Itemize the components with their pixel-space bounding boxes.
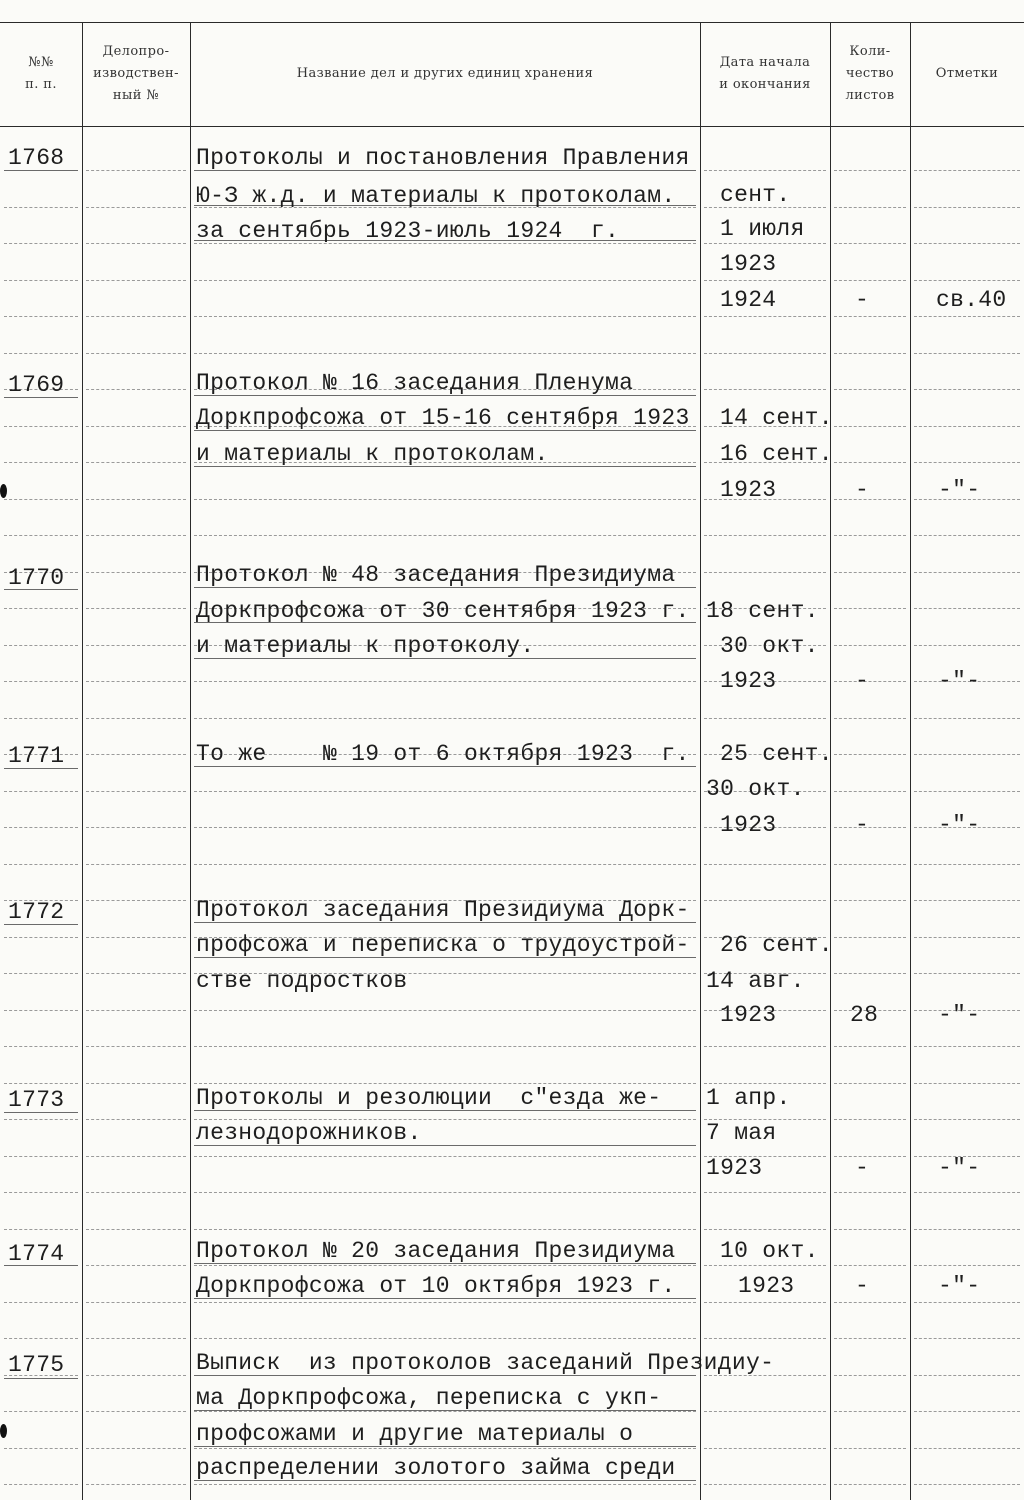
record-title-line: Протоколы и постановления Правления [196, 145, 690, 171]
ruled-line [194, 1010, 696, 1011]
record-sheets: - [855, 1273, 870, 1299]
ruled-line [4, 1046, 78, 1047]
ruled-line [86, 681, 186, 682]
ruled-line [4, 1448, 78, 1449]
ruled-line [4, 1010, 78, 1011]
ruled-line [914, 1411, 1020, 1412]
record-date: 1923 [720, 477, 777, 503]
ruled-line [914, 572, 1020, 573]
record-number: 1775 [8, 1352, 65, 1378]
ruled-line [704, 1046, 826, 1047]
ruled-line [86, 462, 186, 463]
header-col-title: Название дел и других единиц хранения [296, 66, 594, 81]
header-col-num: №№ п. п. [25, 55, 57, 92]
ruled-line [914, 1083, 1020, 1084]
ruled-line [834, 718, 906, 719]
ruled-line [834, 900, 906, 901]
ruled-line [914, 1375, 1020, 1376]
ruled-line [194, 1265, 696, 1266]
ruled-line [86, 572, 186, 573]
record-title-line: за сентябрь 1923-июль 1924 г. [196, 218, 620, 244]
record-title-line: Протокол № 20 заседания Президиума [196, 1238, 676, 1264]
ruled-line [914, 1229, 1020, 1230]
ruled-line [704, 864, 826, 865]
ruled-line [4, 937, 78, 938]
ruled-line [914, 1192, 1020, 1193]
record-notes: -"- [938, 812, 981, 838]
ruled-line [914, 1302, 1020, 1303]
ruled-line [834, 316, 906, 317]
ruled-line [914, 1448, 1020, 1449]
ruled-line [4, 243, 78, 244]
ruled-line [86, 1448, 186, 1449]
ruled-line [194, 1484, 696, 1485]
record-date: 1923 [706, 1155, 763, 1181]
header-bottom-rule [0, 126, 1024, 127]
ruled-line [86, 864, 186, 865]
ruled-line [914, 608, 1020, 609]
ruled-line [704, 243, 826, 244]
record-date: 16 сент. [720, 441, 833, 467]
ruled-line [194, 1302, 696, 1303]
ruled-line [914, 280, 1020, 281]
record-sheets: - [855, 812, 870, 838]
ruled-line [834, 1338, 906, 1339]
ruled-line [4, 1338, 78, 1339]
ruled-line [86, 1156, 186, 1157]
record-number: 1771 [8, 743, 65, 769]
ruled-line [86, 645, 186, 646]
record-date: 1923 [720, 668, 777, 694]
ruled-line [914, 754, 1020, 755]
record-date: 10 окт. [720, 1238, 819, 1264]
ruled-line [914, 353, 1020, 354]
ruled-line [4, 681, 78, 682]
ruled-line [834, 1265, 906, 1266]
ruled-line [4, 1083, 78, 1084]
ruled-line [914, 900, 1020, 901]
ruled-line [834, 1156, 906, 1157]
ruled-line [86, 1229, 186, 1230]
ruled-line [704, 280, 826, 281]
ruled-line [704, 1083, 826, 1084]
ruled-line [194, 827, 696, 828]
ruled-line [4, 499, 78, 500]
ruled-line [86, 389, 186, 390]
ruled-line [704, 389, 826, 390]
record-sheets: - [855, 1155, 870, 1181]
ruled-line [4, 1229, 78, 1230]
ruled-line [194, 535, 696, 536]
ruled-line [86, 827, 186, 828]
ruled-line [86, 170, 186, 171]
record-sheets: - [855, 668, 870, 694]
ruled-line [86, 1192, 186, 1193]
ruled-line [834, 280, 906, 281]
ruled-line [704, 353, 826, 354]
ruled-line [86, 1302, 186, 1303]
record-date: 1923 [720, 251, 777, 277]
ruled-line [86, 316, 186, 317]
ruled-line [4, 718, 78, 719]
header-col-notes: Отметки [935, 66, 999, 81]
ruled-line [914, 973, 1020, 974]
ruled-line [834, 572, 906, 573]
ruled-line [86, 207, 186, 208]
ruled-line [834, 973, 906, 974]
ruled-line [834, 1192, 906, 1193]
record-title-line: стве подростков [196, 968, 408, 994]
ruled-line [834, 1229, 906, 1230]
ruled-line [194, 791, 696, 792]
ruled-line [704, 1302, 826, 1303]
ruled-line [834, 1046, 906, 1047]
ruled-line [86, 791, 186, 792]
record-date: 30 окт. [720, 633, 819, 659]
ruled-line [834, 207, 906, 208]
ruled-line [704, 535, 826, 536]
record-date: 1923 [738, 1273, 795, 1299]
ruled-line [914, 462, 1020, 463]
record-notes: -"- [938, 1002, 981, 1028]
col-rule-5 [910, 22, 911, 1500]
header-col-sheets: Коли- чество листов [845, 44, 895, 103]
record-number: 1769 [8, 372, 65, 398]
record-number: 1772 [8, 899, 65, 925]
record-number: 1768 [8, 145, 65, 171]
ruled-line [914, 1484, 1020, 1485]
record-notes: -"- [938, 1155, 981, 1181]
ruled-line [194, 718, 696, 719]
ruled-line [86, 243, 186, 244]
record-title-line: Доркпрофсожа от 10 октября 1923 г. [196, 1273, 676, 1299]
ruled-line [914, 389, 1020, 390]
ruled-line [834, 1302, 906, 1303]
ruled-line [4, 827, 78, 828]
record-sheets: - [855, 477, 870, 503]
record-notes: -"- [938, 477, 981, 503]
ruled-line [914, 1338, 1020, 1339]
ruled-line [834, 1083, 906, 1084]
header-col-office: Делопро- изводствен- ный № [93, 44, 179, 103]
ruled-line [4, 791, 78, 792]
ruled-line [704, 1265, 826, 1266]
ruled-line [4, 608, 78, 609]
ruled-line [86, 1119, 186, 1120]
ruled-line [834, 1484, 906, 1485]
record-date: сент. [720, 182, 791, 208]
ruled-line [914, 1046, 1020, 1047]
record-title-line: Протокол заседания Президиума Дорк- [196, 897, 690, 923]
ruled-line [86, 1265, 186, 1266]
ruled-line [194, 499, 696, 500]
record-title-line: Доркпрофсожа от 30 сентября 1923 г. [196, 598, 690, 624]
ruled-line [4, 316, 78, 317]
ruled-line [4, 280, 78, 281]
ruled-line [194, 1411, 696, 1412]
record-date: 18 сент. [706, 598, 819, 624]
ruled-line [86, 280, 186, 281]
record-number: 1773 [8, 1087, 65, 1113]
ruled-line [834, 608, 906, 609]
record-date: 1 апр. [706, 1085, 791, 1111]
ruled-line [86, 718, 186, 719]
ruled-line [86, 1375, 186, 1376]
ruled-line [704, 1192, 826, 1193]
ruled-line [86, 499, 186, 500]
ruled-line [834, 389, 906, 390]
record-title-line: и материалы к протоколу. [196, 633, 535, 659]
ruled-line [704, 718, 826, 719]
record-title-line: профсожами и другие материалы о [196, 1421, 634, 1447]
ruled-line [86, 754, 186, 755]
ruled-line [194, 1338, 696, 1339]
ruled-line [4, 535, 78, 536]
ruled-line [86, 1010, 186, 1011]
record-title-line: Протокол № 48 заседания Президиума [196, 562, 676, 588]
ruled-line [86, 353, 186, 354]
record-notes: -"- [938, 668, 981, 694]
table-header [0, 22, 1024, 126]
ruled-line [914, 243, 1020, 244]
ruled-line [914, 937, 1020, 938]
ruled-line [4, 207, 78, 208]
ruled-line [4, 1192, 78, 1193]
ruled-line [86, 900, 186, 901]
ruled-line [86, 608, 186, 609]
ruled-line [834, 864, 906, 865]
col-rule-1 [82, 22, 83, 1500]
ruled-line [914, 207, 1020, 208]
record-date: 30 окт. [706, 776, 805, 802]
ruled-line [704, 1229, 826, 1230]
ruled-line [914, 426, 1020, 427]
record-number: 1774 [8, 1241, 65, 1267]
record-title-line: распределении золотого займа среди [196, 1455, 676, 1481]
ruled-line [86, 535, 186, 536]
record-title-line: профсожа и переписка о трудоустрой- [196, 932, 690, 958]
underline-rule [4, 1378, 78, 1379]
ruled-line [704, 1484, 826, 1485]
ruled-line [4, 645, 78, 646]
ruled-line [4, 1302, 78, 1303]
ruled-line [4, 462, 78, 463]
ruled-line [914, 170, 1020, 171]
ruled-line [834, 462, 906, 463]
record-notes: -"- [938, 1273, 981, 1299]
record-sheets: - [855, 287, 870, 313]
ruled-line [914, 791, 1020, 792]
record-title-line: Протокол № 16 заседания Пленума [196, 370, 634, 396]
ruled-line [86, 1338, 186, 1339]
col-rule-2 [190, 22, 191, 1500]
ruled-line [86, 973, 186, 974]
record-date: 1923 [720, 1002, 777, 1028]
record-title-line: Ю-З ж.д. и материалы к протоколам. [196, 183, 676, 209]
ruled-line [834, 645, 906, 646]
ruled-line [86, 937, 186, 938]
ruled-line [704, 1448, 826, 1449]
col-rule-3 [700, 22, 701, 1500]
ruled-line [194, 1192, 696, 1193]
ruled-line [194, 1156, 696, 1157]
ruled-line [834, 937, 906, 938]
ruled-line [834, 827, 906, 828]
ruled-line [4, 1156, 78, 1157]
punch-mark [0, 1424, 7, 1438]
record-title-line: Доркпрофсожа от 15-16 сентября 1923 [196, 405, 690, 431]
ruled-line [194, 353, 696, 354]
ruled-line [914, 1265, 1020, 1266]
ruled-line [194, 280, 696, 281]
ruled-line [914, 535, 1020, 536]
ruled-line [86, 1411, 186, 1412]
record-date: 14 авг. [706, 968, 805, 994]
record-title-line: лезнодорожников. [196, 1120, 422, 1146]
ruled-line [4, 1119, 78, 1120]
ruled-line [834, 1411, 906, 1412]
ruled-line [194, 1046, 696, 1047]
record-notes: св.40 [936, 287, 1007, 313]
ruled-line [194, 1229, 696, 1230]
ruled-line [914, 864, 1020, 865]
record-title-line: Выписк из протоколов заседаний Президиу- [196, 1350, 775, 1376]
record-date: 1924 [720, 287, 777, 313]
ruled-line [4, 864, 78, 865]
ruled-line [86, 1083, 186, 1084]
ruled-line [834, 791, 906, 792]
ruled-line [914, 718, 1020, 719]
ruled-line [194, 1083, 696, 1084]
record-title-line: ма Доркпрофсожа, переписка с укп- [196, 1385, 662, 1411]
record-date: 1923 [720, 812, 777, 838]
record-title-line: и материалы к протоколам. [196, 441, 549, 467]
ruled-line [4, 1411, 78, 1412]
ruled-line [4, 426, 78, 427]
ruled-line [834, 243, 906, 244]
record-date: 7 мая [706, 1120, 777, 1146]
record-date: 1 июля [720, 216, 805, 242]
ruled-line [914, 645, 1020, 646]
ruled-line [834, 499, 906, 500]
ruled-line [194, 316, 696, 317]
record-date: 14 сент. [720, 405, 833, 431]
ruled-line [194, 1448, 696, 1449]
ruled-line [704, 170, 826, 171]
record-number: 1770 [8, 565, 65, 591]
ruled-line [86, 1484, 186, 1485]
ruled-line [704, 316, 826, 317]
header-col-dates: Дата начала и окончания [719, 55, 811, 92]
ruled-line [704, 900, 826, 901]
ruled-line [704, 1338, 826, 1339]
ruled-line [4, 353, 78, 354]
ruled-line [834, 170, 906, 171]
ruled-line [834, 1375, 906, 1376]
ruled-line [704, 572, 826, 573]
ruled-line [914, 316, 1020, 317]
record-title-line: Протоколы и резолюции с"езда же- [196, 1085, 662, 1111]
ruled-line [834, 1119, 906, 1120]
ruled-line [4, 1484, 78, 1485]
ruled-line [86, 1046, 186, 1047]
record-sheets: 28 [850, 1002, 879, 1028]
ruled-line [834, 535, 906, 536]
record-date: 26 сент. [720, 932, 833, 958]
punch-mark [0, 484, 7, 498]
record-date: 25 сент. [720, 741, 833, 767]
ruled-line [704, 1411, 826, 1412]
ruled-line [194, 864, 696, 865]
ruled-line [834, 1448, 906, 1449]
ruled-line [194, 681, 696, 682]
ruled-line [4, 973, 78, 974]
record-title-line: То же № 19 от 6 октября 1923 г. [196, 741, 690, 767]
ruled-line [914, 1119, 1020, 1120]
ruled-line [834, 426, 906, 427]
ruled-line [834, 353, 906, 354]
ruled-line [834, 681, 906, 682]
ruled-line [834, 754, 906, 755]
ruled-line [86, 426, 186, 427]
